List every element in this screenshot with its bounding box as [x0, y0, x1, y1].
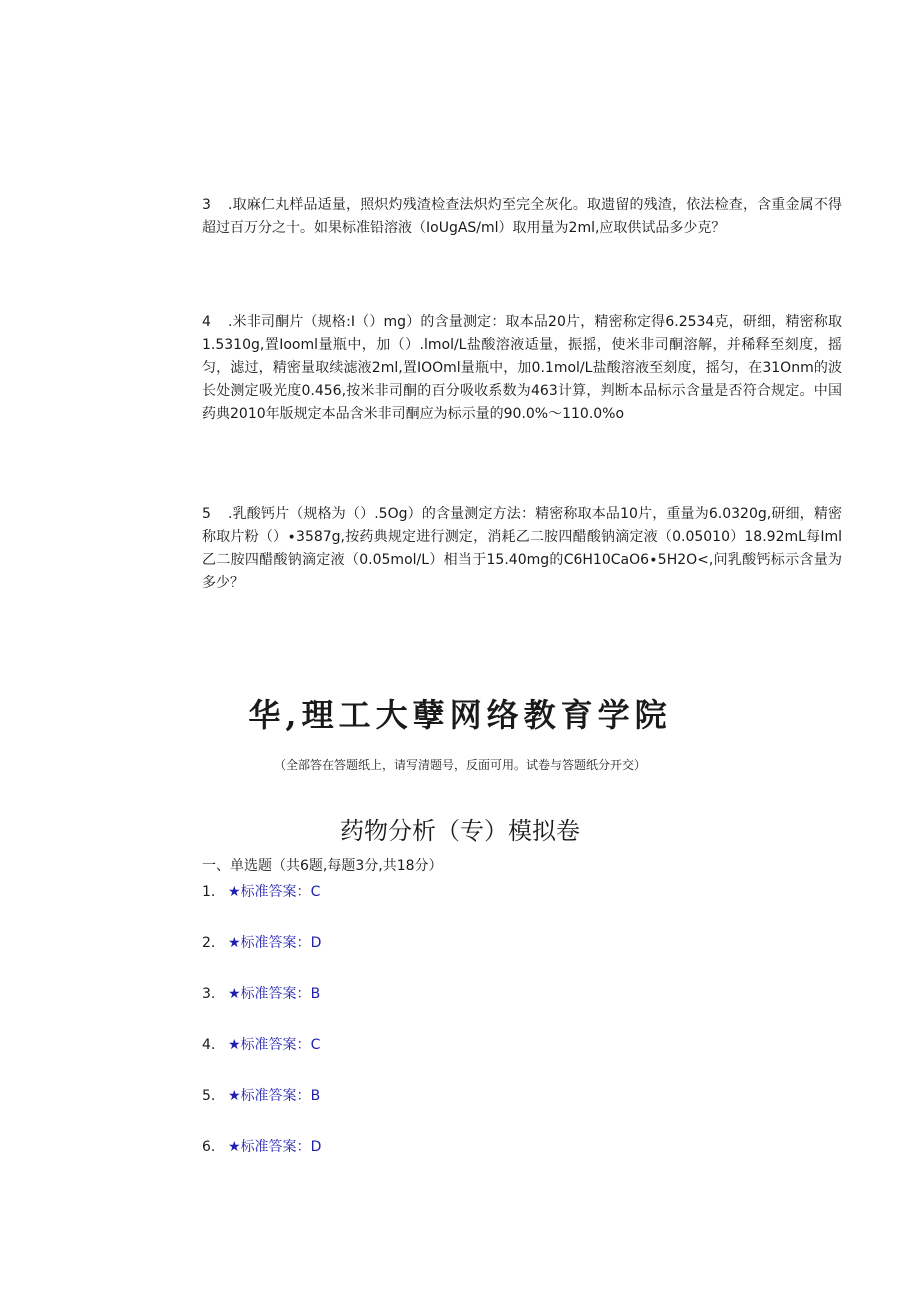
answer-item	[202, 1034, 321, 1085]
answer-item	[202, 1136, 321, 1187]
exam-title: 药物分析（专）模拟卷	[340, 817, 580, 845]
section-heading: 一、单选题（共6题,每题3分,共18分）	[202, 858, 443, 874]
question-text: .乳酸钙片（规格为（）.5Og）的含量测定方法：精密称取本品10片，重量为6.0320g,研细，精密称取片粉（）∙3587g,按药典规定进行测定，消耗乙二胺四醋酸钠滴定液（0.05010）18.92mL每Iml乙二胺四醋酸钠滴定液（0.05mol∕L）相当于15.40mg的C6H10CaO6∙5H2O<,问乳酸钙标示含量为多少？	[202, 506, 842, 591]
question-number: 4	[202, 314, 211, 330]
answer-number: 5.	[202, 1088, 216, 1104]
star-icon: ★	[228, 986, 241, 1002]
star-icon: ★	[228, 884, 241, 900]
answer-item	[202, 932, 321, 983]
question-text: .米非司酮片（规格:I（）mg）的含量测定：取本品20片，精密称定得6.2534克，研细，精密称取1.5310g,置Iooml量瓶中，加（）.lmol∕L盐酸溶液适量，振摇，使米非司酮溶解，并稀释至刻度，摇匀，滤过，精密量取续滤液2ml,置IOOml量瓶中，加0.1mol∕L盐酸溶液至刻度，摇匀，在31Onm的波长处测定吸光度0.456,按米非司酮的百分吸收系数为463计算，判断本品标示含量是否符合规定。中国药典2010年版规定本品含米非司酮应为标示量的90.0%～110.0%o	[202, 314, 842, 422]
answer-value: D	[310, 935, 322, 951]
question-3	[202, 194, 842, 240]
answer-value: B	[310, 986, 321, 1002]
answer-label: 标准答案：	[240, 986, 311, 1002]
answer-item	[202, 1085, 321, 1136]
answer-value: C	[310, 884, 321, 900]
question-number: 5	[202, 506, 211, 522]
answer-value: C	[310, 1037, 321, 1053]
answer-number: 1.	[202, 884, 216, 900]
school-title: 华,理工大孽网络教育学院	[248, 696, 672, 734]
answer-item	[202, 881, 321, 932]
answer-label: 标准答案：	[240, 884, 311, 900]
answer-label: 标准答案：	[240, 1088, 311, 1104]
answer-number: 2.	[202, 935, 216, 951]
answer-value: D	[310, 1139, 322, 1155]
star-icon: ★	[228, 1037, 241, 1053]
question-5	[202, 503, 842, 595]
answer-item	[202, 983, 321, 1034]
star-icon: ★	[228, 1139, 241, 1155]
answer-label: 标准答案：	[240, 935, 311, 951]
answer-list	[202, 881, 321, 1187]
answer-label: 标准答案：	[240, 1139, 311, 1155]
question-4	[202, 311, 842, 426]
answer-value: B	[310, 1088, 321, 1104]
star-icon: ★	[228, 935, 241, 951]
answer-label: 标准答案：	[240, 1037, 311, 1053]
question-text: .取麻仁丸样品适量，照炽灼残渣检查法炽灼至完全灰化。取遗留的残渣，依法检查，含重金属不得超过百万分之十。如果标准铅溶液（IoUgAS/ml）取用量为2ml,应取供试品多少克？	[202, 197, 842, 236]
instruction-note: （全部答在答题纸上，请写清题号，反面可用。试卷与答题纸分开交）	[273, 758, 646, 772]
answer-number: 3.	[202, 986, 216, 1002]
answer-number: 4.	[202, 1037, 216, 1053]
star-icon: ★	[228, 1088, 241, 1104]
answer-number: 6.	[202, 1139, 216, 1155]
question-number: 3	[202, 197, 211, 213]
